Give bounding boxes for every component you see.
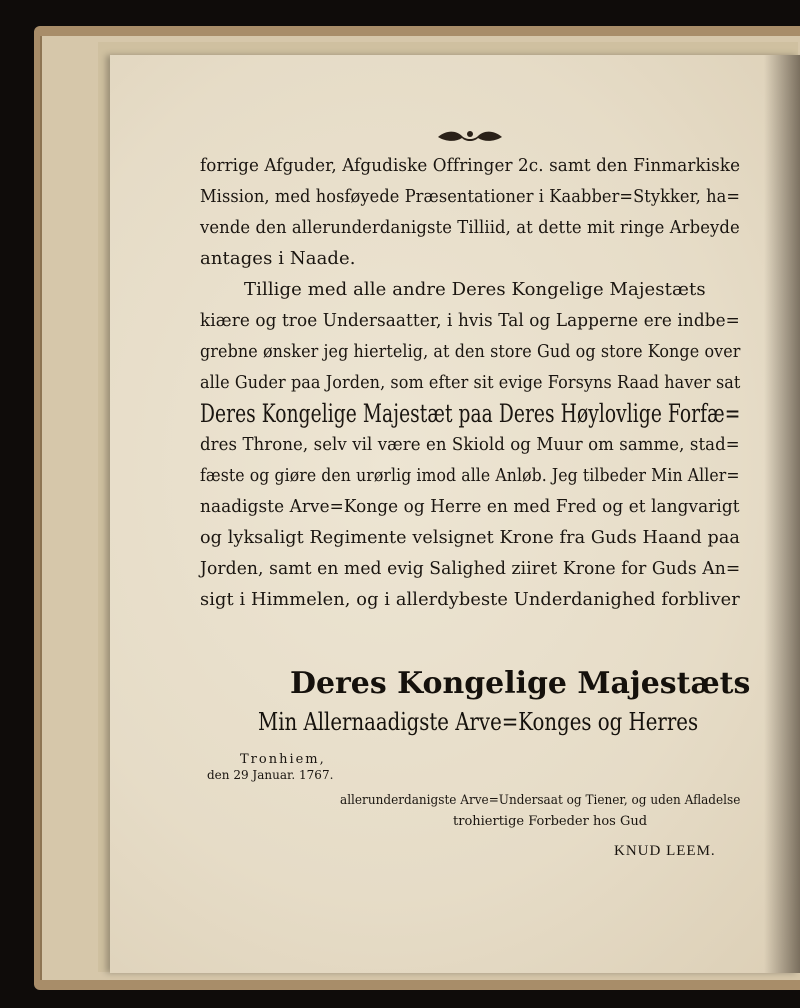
body-line: naadigste Arve=Konge og Herre en med Fred og et langvarigt bbox=[200, 496, 740, 517]
body-line: sigt i Himmelen, og i allerdybeste Underdanighed forbliver bbox=[200, 589, 740, 610]
body-line: kiære og troe Undersaatter, i hvis Tal og Lapperne ere indbe= bbox=[200, 310, 740, 331]
body-line: Mission, med hosføyede Præsentationer i Kaabber=Stykker, ha= bbox=[200, 186, 741, 207]
signature-subtitle: Min Allernaadigste Arve=Konges og Herres bbox=[258, 708, 699, 736]
place-name: Tronhiem, bbox=[240, 752, 326, 767]
signature-title: Deres Kongelige Majestæts bbox=[290, 666, 751, 701]
body-line: grebne ønsker jeg hiertelig, at den store Gud og store Konge over bbox=[200, 341, 741, 362]
gutter-shadow bbox=[764, 55, 800, 973]
body-line: forrige Afguder, Afgudiske Offringer 2c. samt den Finmarkiske bbox=[200, 155, 741, 176]
body-line: dres Throne, selv vil være en Skiold og Muur om samme, stad= bbox=[200, 434, 740, 455]
body-text bbox=[200, 150, 740, 615]
body-line: vende den allerunderdanigste Tilliid, at dette mit ringe Arbeyde bbox=[200, 217, 740, 238]
body-line: antages i Naade. bbox=[200, 248, 356, 269]
body-line: alle Guder paa Jorden, som efter sit evige Forsyns Raad haver sat bbox=[200, 372, 741, 393]
body-line: Jorden, samt en med evig Salighed ziiret Krone for Guds An= bbox=[200, 558, 741, 579]
body-line: Deres Kongelige Majestæt paa Deres Høylovlige Forfæ= bbox=[200, 399, 741, 428]
closing-line: trohiertige Forbeder hos Gud bbox=[453, 814, 648, 829]
closing-line: allerunderdanigste Arve=Undersaat og Tiener, og uden Afladelse bbox=[340, 793, 741, 808]
ornament-icon bbox=[436, 128, 504, 144]
date-line: den 29 Januar. 1767. bbox=[207, 768, 334, 782]
author-name: KNUD LEEM. bbox=[614, 843, 716, 859]
body-line: fæste og giøre den urørlig imod alle Anløb. Jeg tilbeder Min Aller= bbox=[200, 465, 740, 486]
body-line: og lyksaligt Regimente velsignet Krone fra Guds Haand paa bbox=[200, 527, 741, 548]
body-line: Tillige med alle andre Deres Kongelige Majestæts bbox=[244, 279, 706, 300]
